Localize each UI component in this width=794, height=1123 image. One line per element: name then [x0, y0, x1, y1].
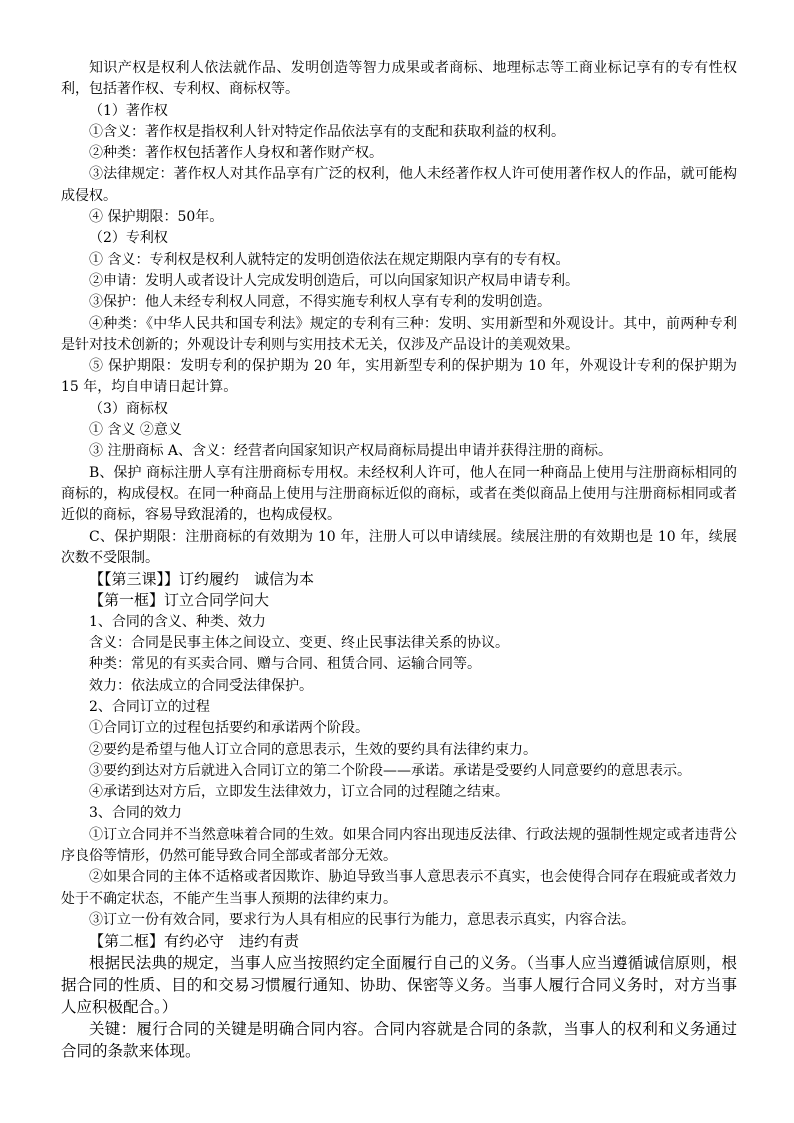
paragraph: 含义：合同是民事主体之间设立、变更、终止民事法律关系的协议。: [89, 635, 509, 652]
paragraph: ③保护：他人未经专利权人同意，不得实施专利权人享有专利的发明创造。: [89, 294, 551, 311]
paragraph: ②种类：著作权包括著作人身权和著作财产权。: [89, 145, 383, 162]
paragraph: ① 含义 ②意义: [89, 422, 182, 439]
paragraph: 关键：履行合同的关键是明确合同内容。合同内容就是合同的条款，当事人的权利和义务通过合同的条款来体现。: [61, 1020, 737, 1061]
paragraph: 根据民法典的规定，当事人应当按照约定全面履行自己的义务。（当事人应当遵循诚信原则，根据合同的性质、目的和交易习惯履行通知、协助、保密等义务。当事人履行合同义务时，对方当事人应积极配合。）: [61, 954, 737, 1017]
subsection-heading: 3、合同的效力: [89, 805, 182, 822]
paragraph: ①含义：著作权是指权利人针对特定作品依法享有的支配和获取利益的权利。: [89, 123, 565, 140]
subsection-heading: 2、合同订立的过程: [89, 698, 210, 715]
paragraph: ④种类：《中华人民共和国专利法》规定的专利有三种：发明、实用新型和外观设计。其中，前两种专利是针对技术创新的；外观设计专利则与实用技术无关，仅涉及产品设计的美观效果。: [61, 315, 737, 353]
heading-patent: （2）专利权: [89, 230, 168, 247]
paragraph: ②申请：发明人或者设计人完成发明创造后，可以向国家知识产权局申请专利。: [89, 272, 579, 289]
paragraph: ②如果合同的主体不适格或者因欺诈、胁迫导致当事人意思表示不真实，也会使得合同存在瑕疵或者效力处于不确定状态，不能产生当事人预期的法律约束力。: [61, 869, 737, 907]
section-heading: 【第一框】订立合同学问大: [89, 591, 270, 610]
paragraph: ③法律规定：著作权人对其作品享有广泛的权利，他人未经著作权人许可使用著作权人的作品，就可能构成侵权。: [61, 166, 737, 204]
paragraph: 效力：依法成立的合同受法律保护。: [89, 677, 313, 694]
paragraph: ①合同订立的过程包括要约和承诺两个阶段。: [89, 720, 369, 737]
paragraph: ④ 保护期限：50年。: [89, 209, 224, 226]
paragraph: C、保护期限：注册商标的有效期为 10 年，注册人可以申请续展。续展注册的有效期也是 10 年，续展次数不受限制。: [61, 528, 737, 566]
paragraph: ③要约到达对方后就进入合同订立的第二个阶段——承诺。承诺是受要约人同意要约的意思表示。: [89, 762, 691, 779]
paragraph: B、保护 商标注册人享有注册商标专用权。未经权利人许可，他人在同一种商品上使用与注册商标相同的商标的，构成侵权。在同一种商品上使用与注册商标近似的商标，或者在类似商品上使用与注册商标相同或者近似的商标，容易导致混淆的，也构成侵权。: [61, 464, 737, 524]
paragraph: ③订立一份有效合同，要求行为人具有相应的民事行为能力，意思表示真实，内容合法。: [89, 911, 635, 928]
paragraph: 种类：常见的有买卖合同、赠与合同、租赁合同、运输合同等。: [89, 656, 481, 673]
lesson-heading: 【【第三课】】订约履约 诚信为本: [89, 570, 315, 589]
heading-trademark: （3）商标权: [89, 400, 168, 417]
paragraph: ①订立合同并不当然意味着合同的生效。如果合同内容出现违反法律、行政法规的强制性规定或者违背公序良俗等情形，仍然可能导致合同全部或者部分无效。: [61, 826, 737, 864]
paragraph: ③ 注册商标 A、含义：经营者向国家知识产权局商标局提出申请并获得注册的商标。: [89, 443, 613, 460]
paragraph: ⑤ 保护期限：发明专利的保护期为 20 年，实用新型专利的保护期为 10 年，外观设计专利的保护期为 15 年，均自申请日起计算。: [61, 358, 737, 396]
paragraph: ④承诺到达对方后，立即发生法律效力，订立合同的过程随之结束。: [89, 784, 509, 801]
paragraph-intro: 知识产权是权利人依法就作品、发明创造等智力成果或者商标、地理标志等工商业标记享有的专有性权利，包括著作权、专利权、商标权等。: [61, 60, 737, 98]
section-heading: 【第二框】有约必守 违约有责: [89, 932, 300, 951]
paragraph: ① 含义：专利权是权利人就特定的发明创造依法在规定期限内享有的专有权。: [89, 251, 570, 268]
heading-copyright: （1）著作权: [89, 102, 168, 119]
paragraph: ②要约是希望与他人订立合同的意思表示，生效的要约具有法律约束力。: [89, 741, 537, 758]
document-body: [61, 58, 737, 1062]
subsection-heading: 1、合同的含义、种类、效力: [89, 613, 266, 630]
